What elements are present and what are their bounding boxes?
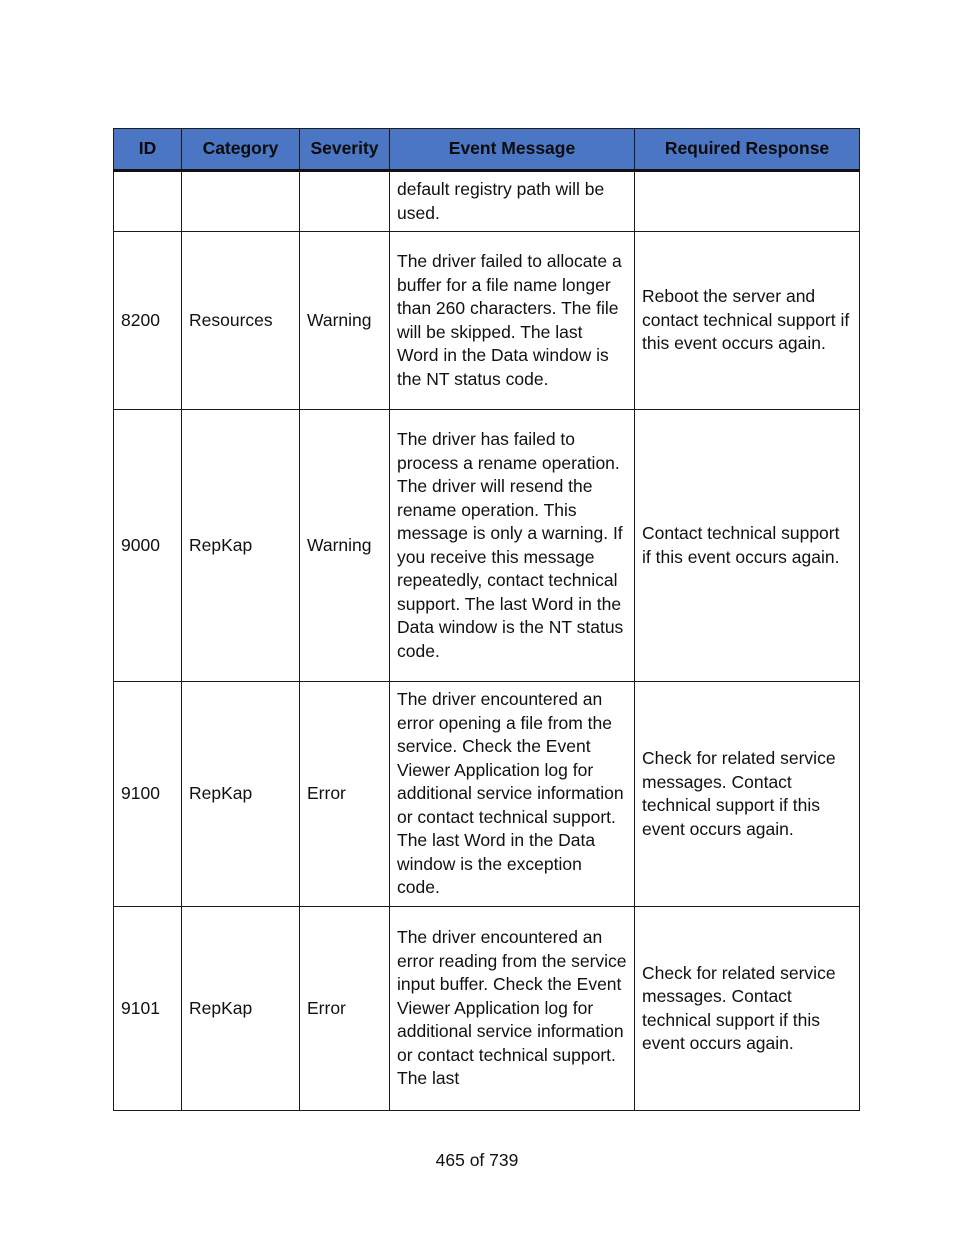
header-severity: Severity (300, 129, 390, 171)
cell-category: RepKap (182, 682, 300, 907)
cell-event-message: The driver encountered an error reading from the service input buffer. Check the Event Viewer Application log for additional service information or contact technical support. The last (390, 907, 635, 1111)
cell-id: 8200 (114, 232, 182, 410)
cell-category: RepKap (182, 907, 300, 1111)
table-row (114, 907, 860, 1111)
table-row (114, 682, 860, 907)
cell-severity (300, 171, 390, 232)
cell-category (182, 171, 300, 232)
cell-category: RepKap (182, 410, 300, 682)
table-header-row (114, 129, 860, 171)
header-category: Category (182, 129, 300, 171)
cell-event-message: The driver has failed to process a rename operation. The driver will resend the rename operation. This message is only a warning. If you receive this message repeatedly, contact technical support. The last Word in the Data window is the NT status code. (390, 410, 635, 682)
cell-required-response: Check for related service messages. Contact technical support if this event occurs again. (635, 907, 860, 1111)
cell-id: 9101 (114, 907, 182, 1111)
cell-required-response: Reboot the server and contact technical support if this event occurs again. (635, 232, 860, 410)
cell-id (114, 171, 182, 232)
cell-event-message: default registry path will be used. (390, 171, 635, 232)
cell-severity: Error (300, 682, 390, 907)
table-row (114, 171, 860, 232)
header-id: ID (114, 129, 182, 171)
cell-event-message: The driver encountered an error opening a file from the service. Check the Event Viewer Application log for additional service information or contact technical support. The last Word in the Data window is the exception code. (390, 682, 635, 907)
cell-required-response (635, 171, 860, 232)
header-required-response: Required Response (635, 129, 860, 171)
cell-category: Resources (182, 232, 300, 410)
page-number: 465 of 739 (435, 1150, 519, 1170)
cell-severity: Warning (300, 410, 390, 682)
cell-severity: Error (300, 907, 390, 1111)
table-row (114, 410, 860, 682)
cell-required-response: Contact technical support if this event occurs again. (635, 410, 860, 682)
header-event-message: Event Message (390, 129, 635, 171)
cell-severity: Warning (300, 232, 390, 410)
cell-required-response: Check for related service messages. Contact technical support if this event occurs again. (635, 682, 860, 907)
cell-id: 9100 (114, 682, 182, 907)
cell-event-message: The driver failed to allocate a buffer for a file name longer than 260 characters. The file will be skipped. The last Word in the Data window is the NT status code. (390, 232, 635, 410)
table-row (114, 232, 860, 410)
event-table (113, 128, 860, 1111)
cell-id: 9000 (114, 410, 182, 682)
